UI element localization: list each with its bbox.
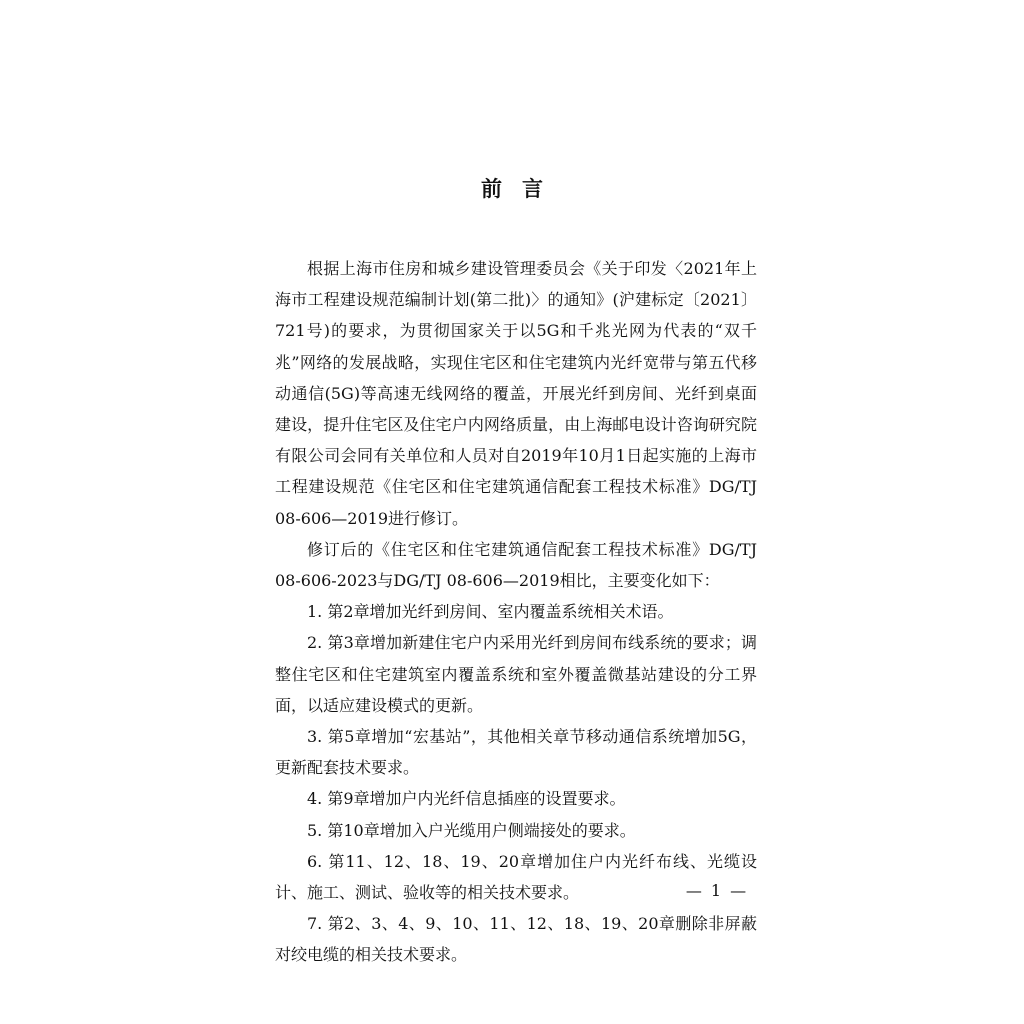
paragraph-summary: 修订后的《住宅区和住宅建筑通信配套工程技术标准》DG/TJ 08-606-2023与DG/TJ 08-606—2019相比，主要变化如下： [275, 539, 757, 591]
page-number: — 1 — [685, 881, 749, 900]
list-item: 1. 第2章增加光纤到房间、室内覆盖系统相关术语。 [307, 602, 674, 622]
list-item: 4. 第9章增加户内光纤信息插座的设置要求。 [307, 789, 626, 809]
list-item: 5. 第10章增加入户光缆用户侧端接处的要求。 [307, 820, 636, 840]
list-item: 7. 第2、3、4、9、10、11、12、18、19、20章删除非屏蔽对绞电缆的相关技术要求。 [275, 914, 757, 965]
paragraph-intro: 根据上海市住房和城乡建设管理委员会《关于印发〈2021年上海市工程建设规范编制计划(第二批)〉的通知》(沪建标定〔2021〕721号)的要求，为贯彻国家关于以5G和千兆光网为代表的“双千兆”网络的发展战略，实现住宅区和住宅建筑内光纤宽带与第五代移动通信(5G)等高速无线网络的覆盖，开展光纤到房间、光纤到桌面建设，提升住宅区及住宅户内网络质量，由上海邮电设计咨询研究院有限公司会同有关单位和人员对自2019年10月1日起实施的上海市工程建设规范《住宅区和住宅建筑通信配套工程技术标准》DG/TJ 08-606—2019进行修订。 [275, 259, 757, 528]
list-item: 6. 第11、12、18、19、20章增加住户内光纤布线、光缆设计、施工、测试、验收等的相关技术要求。 [275, 851, 757, 903]
page-title: 前言 [481, 176, 563, 201]
list-item: 2. 第3章增加新建住宅户内采用光纤到房间布线系统的要求；调整住宅区和住宅建筑室内覆盖系统和室外覆盖微基站建设的分工界面，以适应建设模式的更新。 [275, 633, 757, 715]
list-item: 3. 第5章增加“宏基站”，其他相关章节移动通信系统增加5G，更新配套技术要求。 [275, 727, 757, 778]
preface-body [275, 253, 757, 971]
